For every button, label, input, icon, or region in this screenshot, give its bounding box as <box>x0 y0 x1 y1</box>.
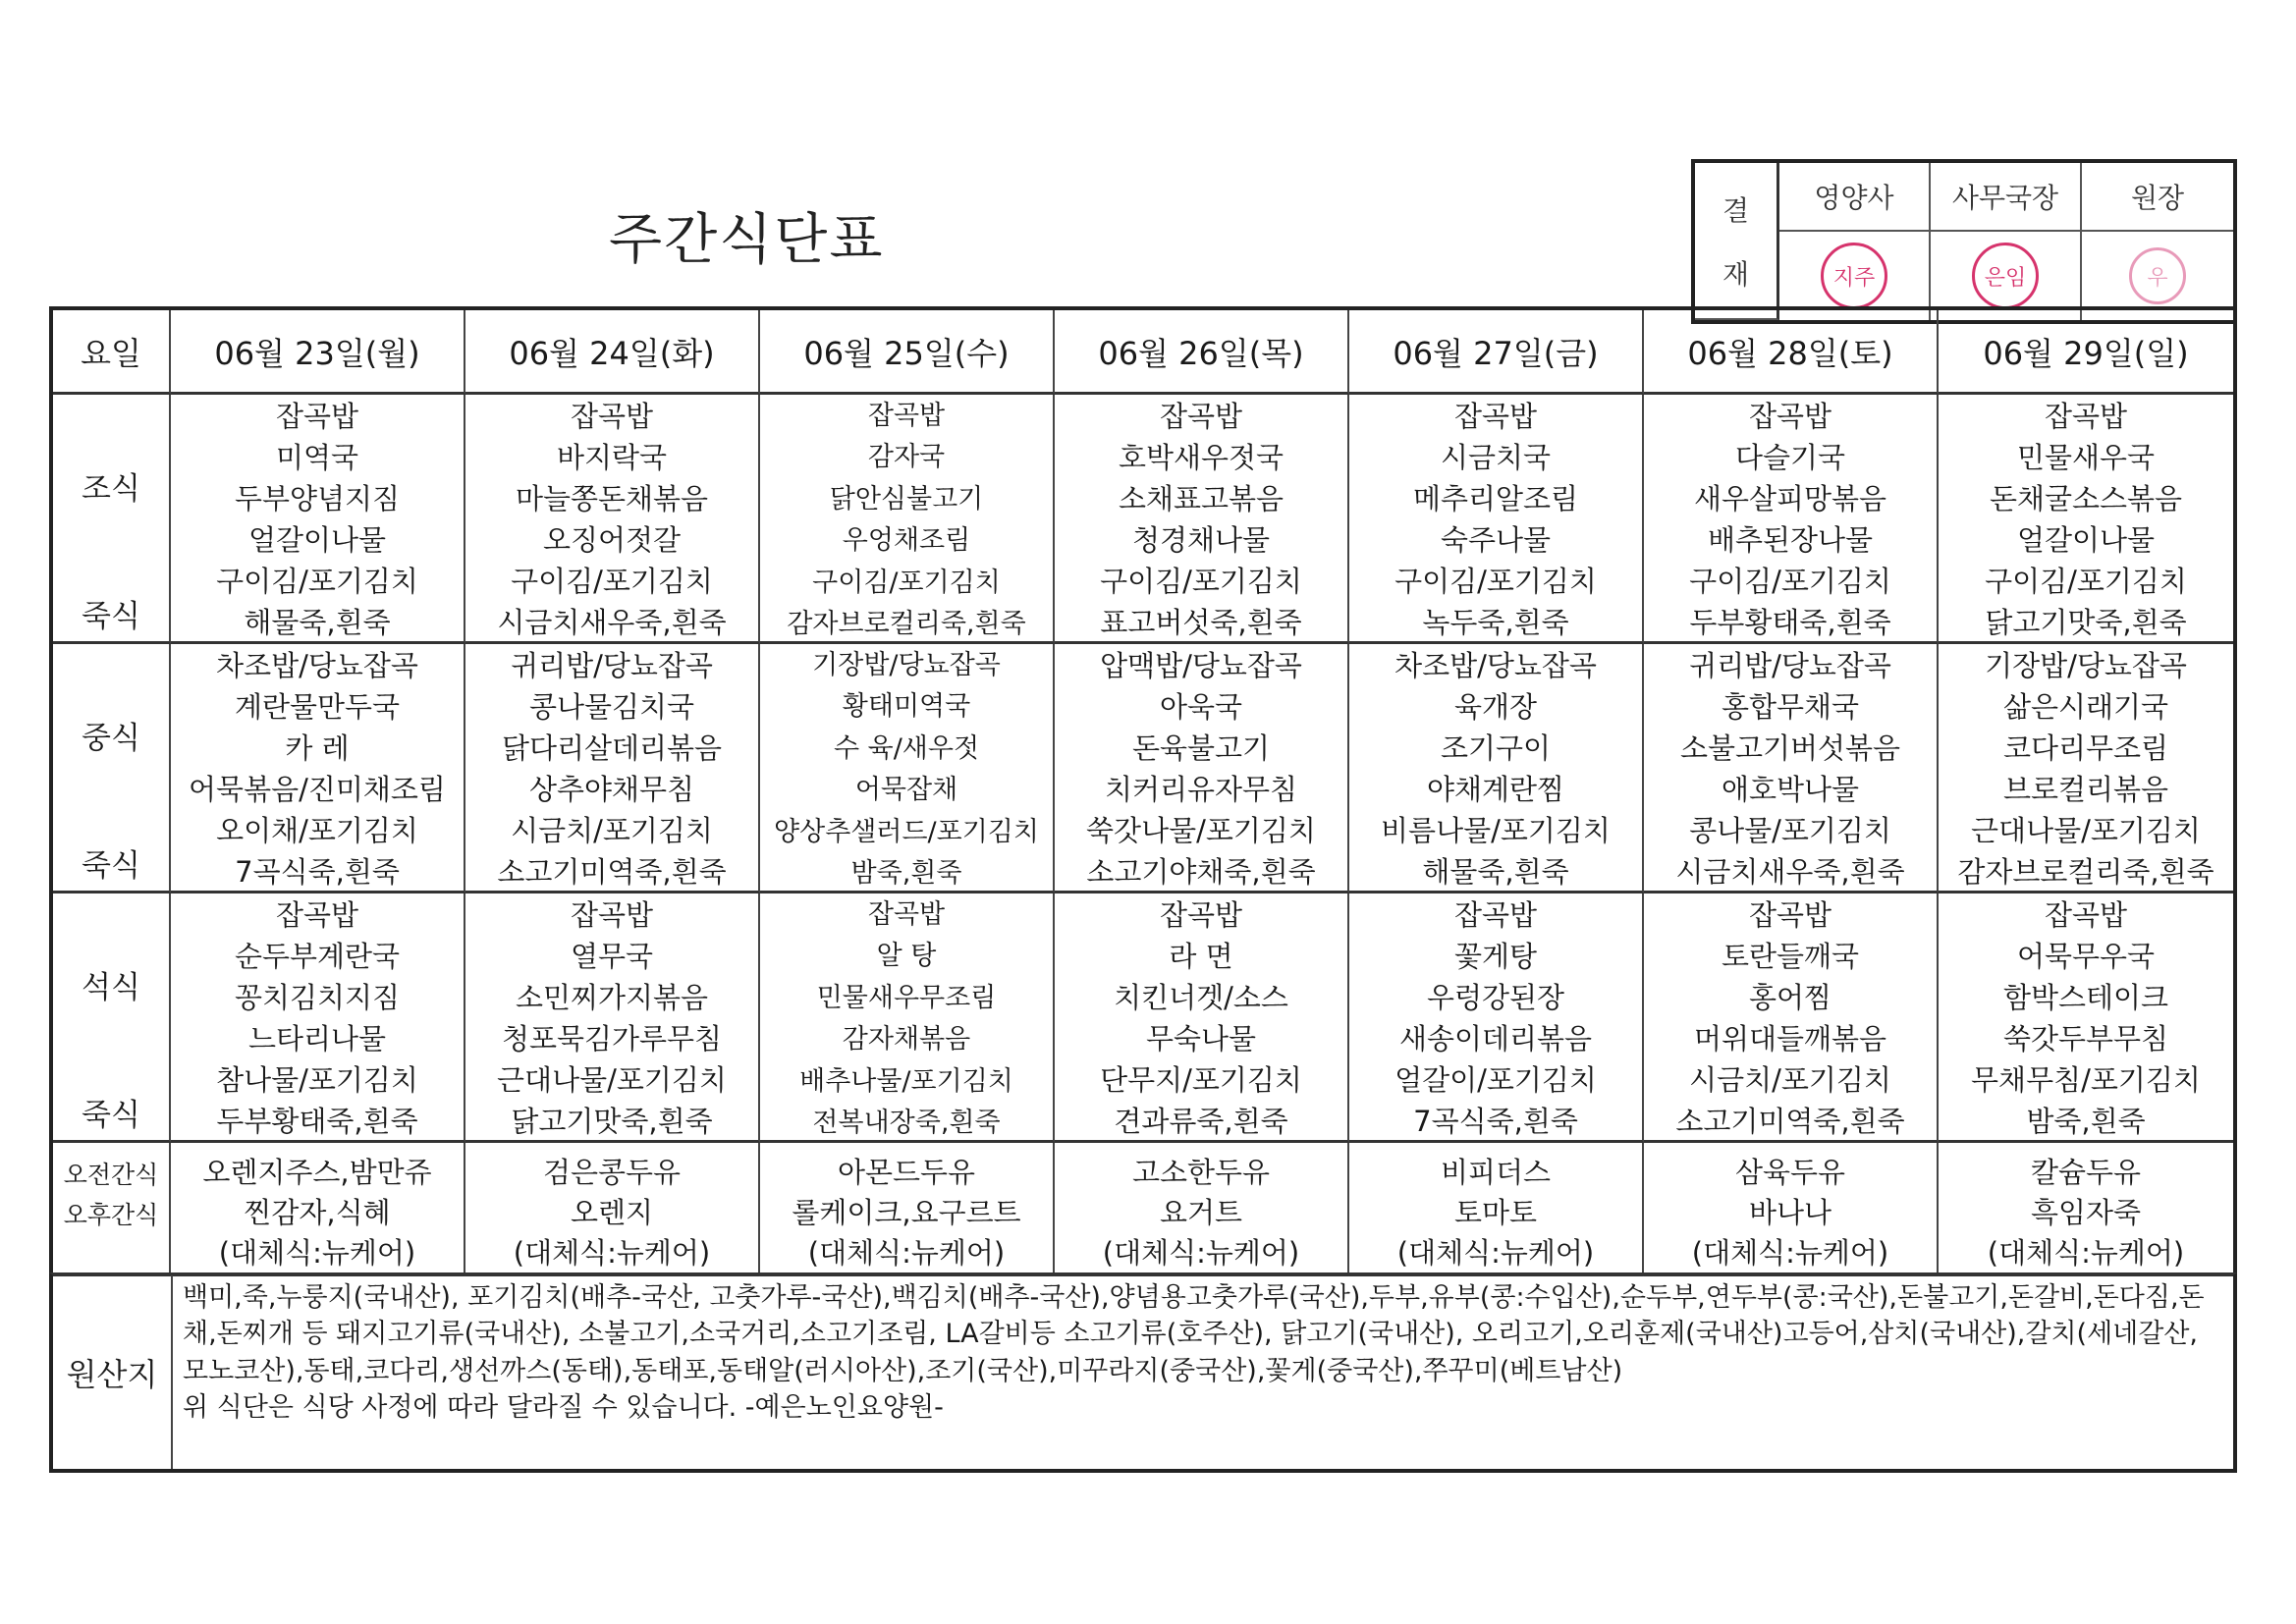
menu-item: 두부황태죽,흰죽 <box>1689 605 1891 639</box>
menu-item: 참나물/포기김치 <box>216 1062 418 1097</box>
menu-item: 감자브로컬리죽,흰죽 <box>787 608 1026 639</box>
snack-item: 검은콩두유 <box>542 1156 682 1189</box>
snack-item: (대체식:뉴케어) <box>513 1236 711 1270</box>
menu-item: 숙주나물 <box>1440 522 1552 557</box>
menu-item: 감자국 <box>867 442 946 473</box>
menu-item: 전복내장죽,흰죽 <box>812 1107 1001 1138</box>
lunch-row-label <box>53 644 171 893</box>
breakfast-label: 조식 <box>82 471 140 507</box>
menu-item: 잡곡밥 <box>570 400 654 433</box>
origin-row <box>49 1272 2237 1473</box>
menu-item: 구이김/포기김치 <box>511 564 713 598</box>
menu-item: 잡곡밥 <box>275 898 359 932</box>
menu-item: 홍어찜 <box>1748 980 1832 1014</box>
day-header: 06월 29일(일) <box>1939 310 2233 395</box>
origin-list: 백미,죽,누룽지(국내산), 포기김치(배추-국산, 고춧가루-국산),백김치(배추-국산),양념용고춧가루(국산),두부,유부(콩:수입산),순두부,연두부(콩:국산),돈불고기,돈갈비,돈다짐,돈채,돈찌개 등 돼지고기류(국내산), 소불고기,소국거리,소고기조림, LA갈비등 소고기류(호주산), 닭고기(국내산), 오리고기,오리훈제(국내산)고등어,삼치(국내산),갈치(세네갈산,모노코산),동태,코다리,생선까스(동태),동태포,동태알(러시아산),조기(국산),미꾸라지(중국산),꽃게(중국산),쭈꾸미(베트남산) <box>183 1282 2205 1386</box>
menu-item: 돈육불고기 <box>1131 731 1271 765</box>
menu-item: 닭고기맛죽,흰죽 <box>1985 605 2187 639</box>
menu-item: 꽃게탕 <box>1453 939 1538 973</box>
snack-cell <box>1644 1143 1939 1276</box>
menu-item: 7곡식죽,흰죽 <box>235 854 400 889</box>
breakfast-cell <box>1055 395 1349 644</box>
lunch-cell <box>1939 644 2233 893</box>
breakfast-cell <box>171 395 465 644</box>
menu-item: 얼갈이나물 <box>247 522 387 557</box>
menu-item: 얼갈이나물 <box>2016 522 2156 557</box>
snack-cell <box>760 1143 1055 1276</box>
menu-item: 닭고기맛죽,흰죽 <box>511 1104 713 1138</box>
menu-item: 치커리유자무침 <box>1104 772 1298 806</box>
dinner-cell <box>760 893 1055 1143</box>
menu-item: 소불고기버섯볶음 <box>1679 731 1901 765</box>
snack-item: 칼슘두유 <box>2030 1156 2142 1189</box>
menu-item: 우엉채조림 <box>842 525 971 557</box>
dinner-cell <box>1939 893 2233 1143</box>
approval-label-top: 결 <box>1722 193 1750 227</box>
dinner-label: 석식 <box>82 970 140 1005</box>
menu-item: 어묵볶음/진미채조림 <box>189 772 446 806</box>
dinner-porridge-label: 죽식 <box>82 1098 140 1133</box>
menu-note: 위 식단은 식당 사정에 따라 달라질 수 있습니다. -예은노인요양원- <box>183 1391 944 1423</box>
menu-item: 쑥갓두부무침 <box>2002 1021 2169 1056</box>
snack-cell <box>465 1143 760 1276</box>
snack-item: (대체식:뉴케어) <box>807 1236 1006 1270</box>
menu-item: 구이김/포기김치 <box>1689 564 1891 598</box>
snack-item: (대체식:뉴케어) <box>1102 1236 1300 1270</box>
pm-snack-label: 오후간식 <box>63 1201 159 1230</box>
dinner-cell <box>1349 893 1644 1143</box>
menu-item: 바지락국 <box>556 440 668 474</box>
page-title: 주간식단표 <box>609 208 885 272</box>
menu-item: 근대나물/포기김치 <box>497 1062 727 1097</box>
menu-item: 함박스테이크 <box>2002 980 2169 1014</box>
menu-item: 소민찌가지볶음 <box>515 980 709 1014</box>
menu-item: 카 레 <box>285 731 350 765</box>
menu-item: 새송이데리볶음 <box>1398 1021 1593 1056</box>
menu-item: 마늘쫑돈채볶음 <box>515 481 709 515</box>
menu-item: 애호박나물 <box>1721 772 1860 806</box>
menu-item: 야채계란찜 <box>1426 772 1565 806</box>
menu-item: 밤죽,흰죽 <box>850 857 962 889</box>
lunch-label: 중식 <box>82 721 140 756</box>
menu-item: 수 육/새우젓 <box>833 732 980 764</box>
menu-item: 녹두죽,흰죽 <box>1422 605 1569 639</box>
dinner-row-label <box>53 893 171 1143</box>
menu-item: 감자브로컬리죽,흰죽 <box>1957 854 2214 889</box>
menu-item: 차조밥/당뇨잡곡 <box>1394 649 1597 682</box>
breakfast-row-label <box>53 395 171 644</box>
menu-item: 구이김/포기김치 <box>1100 564 1302 598</box>
menu-item: 기장밥/당뇨잡곡 <box>1985 649 2187 682</box>
menu-item: 해물죽,흰죽 <box>244 605 391 639</box>
menu-item: 아욱국 <box>1159 689 1243 724</box>
day-header: 06월 23일(월) <box>171 310 465 395</box>
menu-item: 기장밥/당뇨잡곡 <box>812 650 1001 680</box>
menu-item: 배추나물/포기김치 <box>799 1065 1013 1097</box>
menu-item: 민물새우무조림 <box>816 982 997 1013</box>
menu-item: 양상추샐러드/포기김치 <box>774 816 1039 847</box>
dinner-cell <box>1055 893 1349 1143</box>
menu-item: 얼갈이/포기김치 <box>1394 1062 1597 1097</box>
breakfast-cell <box>1939 395 2233 644</box>
day-header: 06월 25일(수) <box>760 310 1055 395</box>
day-header-label: 요일 <box>53 310 171 395</box>
menu-item: 홍합무채국 <box>1721 689 1860 724</box>
lunch-cell <box>760 644 1055 893</box>
menu-item: 두부양념지짐 <box>234 481 401 515</box>
menu-item: 라 면 <box>1169 939 1233 973</box>
menu-item: 미역국 <box>275 440 359 474</box>
snack-item: 요거트 <box>1159 1196 1243 1229</box>
menu-item: 시금치새우죽,흰죽 <box>1675 854 1905 889</box>
menu-item: 잡곡밥 <box>867 401 946 431</box>
menu-item: 코다리무조림 <box>2002 731 2169 765</box>
dinner-cell <box>1644 893 1939 1143</box>
menu-item: 단무지/포기김치 <box>1100 1062 1302 1097</box>
menu-item: 표고버섯죽,흰죽 <box>1100 605 1302 639</box>
menu-item: 압맥밥/당뇨잡곡 <box>1100 649 1302 682</box>
menu-item: 7곡식죽,흰죽 <box>1413 1104 1578 1138</box>
menu-item: 다슬기국 <box>1734 440 1846 474</box>
dinner-cell <box>171 893 465 1143</box>
snack-cell <box>1349 1143 1644 1276</box>
day-header: 06월 28일(토) <box>1644 310 1939 395</box>
day-header: 06월 27일(금) <box>1349 310 1644 395</box>
breakfast-cell <box>760 395 1055 644</box>
menu-item: 순두부계란국 <box>234 939 401 973</box>
breakfast-porridge-label: 죽식 <box>82 599 140 634</box>
menu-item: 새우살피망볶음 <box>1693 481 1887 515</box>
menu-item: 토란들깨국 <box>1721 939 1860 973</box>
menu-item: 구이김/포기김치 <box>812 567 1001 598</box>
menu-item: 머위대들깨볶음 <box>1693 1021 1887 1056</box>
day-header: 06월 24일(화) <box>465 310 760 395</box>
menu-item: 소고기미역죽,흰죽 <box>1675 1104 1905 1138</box>
approval-label <box>1695 163 1779 320</box>
menu-item: 소채표고볶음 <box>1118 481 1285 515</box>
menu-item: 조기구이 <box>1440 731 1552 765</box>
menu-item: 소고기야채죽,흰죽 <box>1086 854 1316 889</box>
snack-item: (대체식:뉴케어) <box>1396 1236 1595 1270</box>
menu-item: 느타리나물 <box>247 1021 387 1056</box>
menu-item: 시금치/포기김치 <box>1689 1062 1891 1097</box>
lunch-cell <box>171 644 465 893</box>
menu-item: 어묵잡채 <box>854 775 958 806</box>
menu-item: 잡곡밥 <box>2044 898 2128 932</box>
menu-item: 잡곡밥 <box>1748 400 1832 433</box>
lunch-cell <box>1055 644 1349 893</box>
menu-item: 메추리알조림 <box>1412 481 1579 515</box>
origin-text <box>173 1275 2233 1469</box>
menu-item: 잡곡밥 <box>867 899 946 930</box>
lunch-porridge-label: 죽식 <box>82 848 140 884</box>
breakfast-cell <box>465 395 760 644</box>
menu-item: 잡곡밥 <box>1453 400 1538 433</box>
snack-cell <box>171 1143 465 1276</box>
breakfast-cell <box>1349 395 1644 644</box>
snack-item: 비피더스 <box>1440 1156 1552 1189</box>
menu-item: 오징어젓갈 <box>542 522 682 557</box>
breakfast-cell <box>1644 395 1939 644</box>
lunch-cell <box>1349 644 1644 893</box>
snack-item: 찐감자,식혜 <box>244 1196 391 1229</box>
snack-item: 흑임자죽 <box>2030 1196 2142 1229</box>
snack-item: (대체식:뉴케어) <box>218 1236 416 1270</box>
menu-item: 배추된장나물 <box>1707 522 1874 557</box>
role-director: 원장 <box>2082 163 2233 232</box>
menu-item: 견과류죽,흰죽 <box>1114 1104 1288 1138</box>
origin-label: 원산지 <box>53 1275 173 1469</box>
menu-item: 민물새우국 <box>2016 440 2156 474</box>
stamp-icon: 은임 <box>1972 243 2039 309</box>
snack-item: (대체식:뉴케어) <box>1987 1236 2185 1270</box>
menu-item: 해물죽,흰죽 <box>1422 854 1569 889</box>
lunch-cell <box>1644 644 1939 893</box>
menu-item: 계란물만두국 <box>234 689 401 724</box>
snack-item: 오렌지주스,밤만쥬 <box>202 1156 432 1189</box>
snack-item: 토마토 <box>1453 1196 1538 1229</box>
menu-item: 잡곡밥 <box>275 400 359 433</box>
snack-item: 롤케이크,요구르트 <box>792 1196 1021 1229</box>
menu-item: 잡곡밥 <box>1748 898 1832 932</box>
approval-box <box>1691 159 2237 324</box>
menu-item: 알 탕 <box>876 941 937 972</box>
menu-item: 감자채볶음 <box>842 1024 971 1056</box>
menu-item: 시금치국 <box>1440 440 1552 474</box>
menu-item: 무채무침/포기김치 <box>1971 1062 2201 1097</box>
menu-item: 잡곡밥 <box>570 898 654 932</box>
menu-item: 청경채나물 <box>1131 522 1271 557</box>
snack-cell <box>1055 1143 1349 1276</box>
approval-label-bottom: 재 <box>1722 257 1750 291</box>
menu-item: 잡곡밥 <box>2044 400 2128 433</box>
menu-item: 무숙나물 <box>1145 1021 1257 1056</box>
menu-item: 잡곡밥 <box>1159 898 1243 932</box>
snack-item: (대체식:뉴케어) <box>1691 1236 1889 1270</box>
menu-item: 잡곡밥 <box>1159 400 1243 433</box>
role-nutritionist: 영양사 <box>1779 163 1931 232</box>
menu-item: 구이김/포기김치 <box>216 564 418 598</box>
menu-item: 육개장 <box>1453 689 1538 724</box>
menu-item: 귀리밥/당뇨잡곡 <box>511 649 713 682</box>
menu-item: 시금치/포기김치 <box>511 813 713 847</box>
menu-item: 소고기미역죽,흰죽 <box>497 854 727 889</box>
am-snack-label: 오전간식 <box>63 1160 159 1189</box>
menu-item: 닭안심불고기 <box>829 483 984 514</box>
menu-item: 꽁치김치지짐 <box>234 980 401 1014</box>
menu-item: 닭다리살데리볶음 <box>501 731 723 765</box>
menu-item: 콩나물김치국 <box>528 689 695 724</box>
menu-item: 쑥갓나물/포기김치 <box>1086 813 1316 847</box>
stamp-icon: 우 <box>2129 247 2186 304</box>
menu-item: 비름나물/포기김치 <box>1381 813 1611 847</box>
snack-item: 바나나 <box>1748 1196 1832 1229</box>
lunch-cell <box>465 644 760 893</box>
snack-item: 삼육두유 <box>1734 1156 1846 1189</box>
snack-item: 아몬드두유 <box>837 1156 976 1189</box>
menu-item: 두부황태죽,흰죽 <box>216 1104 418 1138</box>
menu-item: 우렁강된장 <box>1426 980 1565 1014</box>
day-header: 06월 26일(목) <box>1055 310 1349 395</box>
menu-item: 열무국 <box>570 939 654 973</box>
menu-item: 돈채굴소스볶음 <box>1989 481 2183 515</box>
stamp-icon: 지주 <box>1821 243 1887 309</box>
menu-item: 브로컬리볶음 <box>2002 772 2169 806</box>
snack-cell <box>1939 1143 2233 1276</box>
menu-item: 오이채/포기김치 <box>216 813 418 847</box>
snack-row-label <box>53 1143 171 1276</box>
menu-item: 근대나물/포기김치 <box>1971 813 2201 847</box>
menu-item: 구이김/포기김치 <box>1394 564 1597 598</box>
menu-item: 치킨너겟/소스 <box>1114 980 1288 1014</box>
menu-item: 어묵무우국 <box>2016 939 2156 973</box>
menu-item: 귀리밥/당뇨잡곡 <box>1689 649 1891 682</box>
menu-item: 상추야채무침 <box>528 772 695 806</box>
menu-item: 시금치새우죽,흰죽 <box>497 605 727 639</box>
menu-item: 잡곡밥 <box>1453 898 1538 932</box>
menu-item: 콩나물/포기김치 <box>1689 813 1891 847</box>
menu-item: 삶은시래기국 <box>2002 689 2169 724</box>
role-office-manager: 사무국장 <box>1931 163 2082 232</box>
menu-item: 밤죽,흰죽 <box>2026 1104 2146 1138</box>
menu-item: 청포묵김가루무침 <box>501 1021 723 1056</box>
snack-item: 오렌지 <box>570 1196 654 1229</box>
dinner-cell <box>465 893 760 1143</box>
menu-item: 구이김/포기김치 <box>1985 564 2187 598</box>
menu-item: 황태미역국 <box>842 691 971 723</box>
menu-item: 차조밥/당뇨잡곡 <box>216 649 418 682</box>
snack-item: 고소한두유 <box>1131 1156 1271 1189</box>
menu-item: 호박새우젓국 <box>1118 440 1285 474</box>
